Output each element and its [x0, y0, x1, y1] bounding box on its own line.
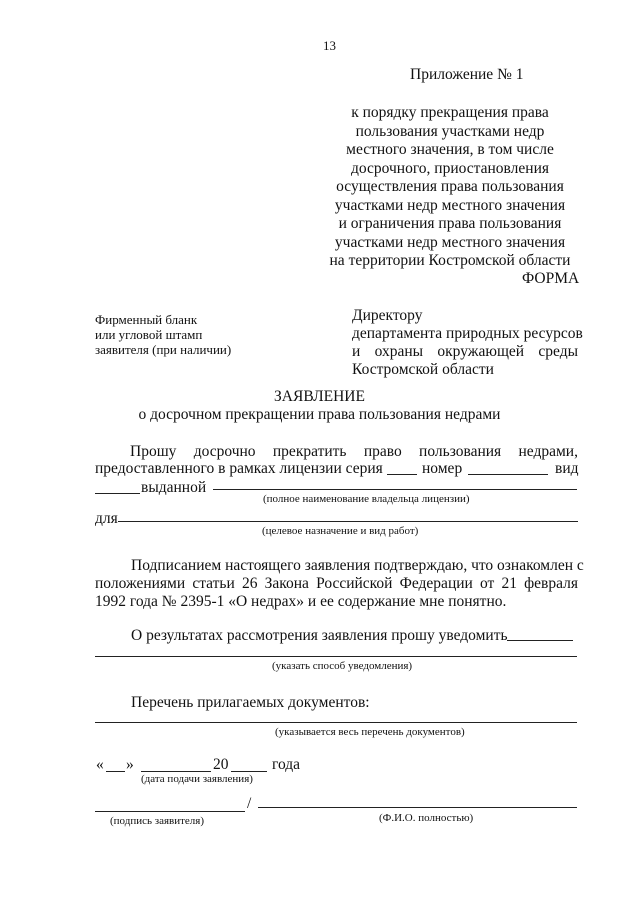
- owner-caption: (полное наименование владельца лицензии): [263, 493, 470, 505]
- appendix-line: местного значения, в том числе: [346, 141, 554, 158]
- word: 21: [501, 575, 517, 592]
- page-number: 13: [323, 38, 336, 53]
- notify-method-field[interactable]: [95, 656, 577, 657]
- date-close-quote: »: [126, 756, 134, 773]
- attachments-text: Перечень прилагаемых документов:: [131, 694, 370, 711]
- word: Федерации: [399, 575, 473, 592]
- word: февраля: [524, 575, 578, 592]
- word: окружающей: [437, 343, 525, 360]
- word: положениями: [95, 575, 186, 592]
- attachments-caption: (указывается весь перечень документов): [275, 726, 465, 738]
- letterhead-line: Фирменный бланк: [95, 312, 198, 327]
- word: охраны: [374, 343, 424, 360]
- request-line-2a: предоставленного в рамках лицензии серия: [95, 460, 383, 477]
- confirmation-line-2: [95, 575, 578, 593]
- appendix-line: осуществления права пользования: [336, 178, 564, 195]
- word: пользования: [419, 443, 502, 460]
- appendix-title: Приложение № 1: [410, 66, 524, 83]
- date-year-prefix: 20: [213, 756, 229, 773]
- signature-field[interactable]: [95, 811, 245, 812]
- license-series-field[interactable]: [387, 474, 417, 475]
- license-owner-field[interactable]: [213, 489, 577, 490]
- form-label: ФОРМА: [522, 270, 580, 287]
- date-open-quote: «: [96, 756, 104, 773]
- appendix-line: досрочного, приостановления: [350, 159, 549, 177]
- word: 26: [241, 575, 258, 592]
- word: Закона: [264, 575, 309, 592]
- for-label: для: [95, 510, 118, 527]
- appendix-description: [300, 104, 600, 271]
- date-day-field[interactable]: [106, 771, 125, 772]
- appendix-line: пользования участками недр: [355, 122, 545, 140]
- word: среды: [538, 343, 578, 360]
- notify-text: О результатах рассмотрения заявления прошу уведомить: [131, 627, 508, 644]
- word: от: [479, 575, 495, 592]
- date-caption: (дата подачи заявления): [141, 773, 253, 785]
- license-type-field[interactable]: [95, 493, 140, 494]
- appendix-line: к порядку прекращения права: [351, 104, 549, 121]
- confirmation-line-3: 1992 года № 2395-1 «О недрах» и ее содержание мне понятно.: [95, 593, 507, 610]
- document-title: ЗАЯВЛЕНИЕ: [274, 388, 365, 405]
- license-number-field[interactable]: [468, 474, 548, 475]
- signature-slash: /: [247, 795, 252, 812]
- appendix-line: и ограничения права пользования: [338, 215, 562, 232]
- purpose-field[interactable]: [118, 521, 578, 522]
- word: право: [363, 443, 402, 460]
- date-month-field[interactable]: [141, 771, 211, 772]
- word: досрочно: [193, 443, 256, 460]
- date-year-field[interactable]: [231, 771, 267, 772]
- appendix-line: участками недр местного значения: [334, 233, 566, 251]
- addressee-line: [352, 343, 578, 361]
- appendix-line: на территории Костромской области: [329, 252, 571, 269]
- document-subtitle: о досрочном прекращении права пользования недрами: [138, 406, 501, 423]
- letterhead-line: или угловой штамп: [95, 327, 203, 342]
- full-name-field[interactable]: [258, 807, 577, 808]
- notify-caption: (указать способ уведомления): [272, 660, 413, 672]
- type-label: вид: [555, 460, 579, 477]
- word: Российской: [316, 575, 393, 592]
- signature-caption: (подпись заявителя): [110, 815, 205, 827]
- request-line-1: [130, 443, 578, 461]
- word: и: [352, 343, 361, 360]
- addressee-line: департамента природных ресурсов: [352, 325, 583, 342]
- addressee-line: Директору: [352, 307, 423, 324]
- purpose-caption: (целевое назначение и вид работ): [262, 525, 419, 537]
- notify-method-field-start[interactable]: [507, 640, 573, 641]
- confirmation-line-1: Подписанием настоящего заявления подтверждаю, что ознакомлен с: [131, 557, 584, 574]
- addressee-line: Костромской области: [352, 361, 494, 378]
- issued-label: выданной: [141, 479, 207, 496]
- word: прекратить: [272, 443, 347, 460]
- word: статьи: [192, 575, 235, 592]
- date-year-suffix: года: [272, 756, 301, 773]
- number-label: номер: [422, 460, 463, 477]
- attachments-field[interactable]: [95, 722, 577, 723]
- letterhead-line: заявителя (при наличии): [95, 342, 232, 357]
- appendix-line: участками недр местного значения: [334, 196, 566, 214]
- word: Прошу: [130, 443, 177, 460]
- full-name-caption: (Ф.И.О. полностью): [379, 812, 474, 824]
- word: недрами,: [518, 443, 578, 460]
